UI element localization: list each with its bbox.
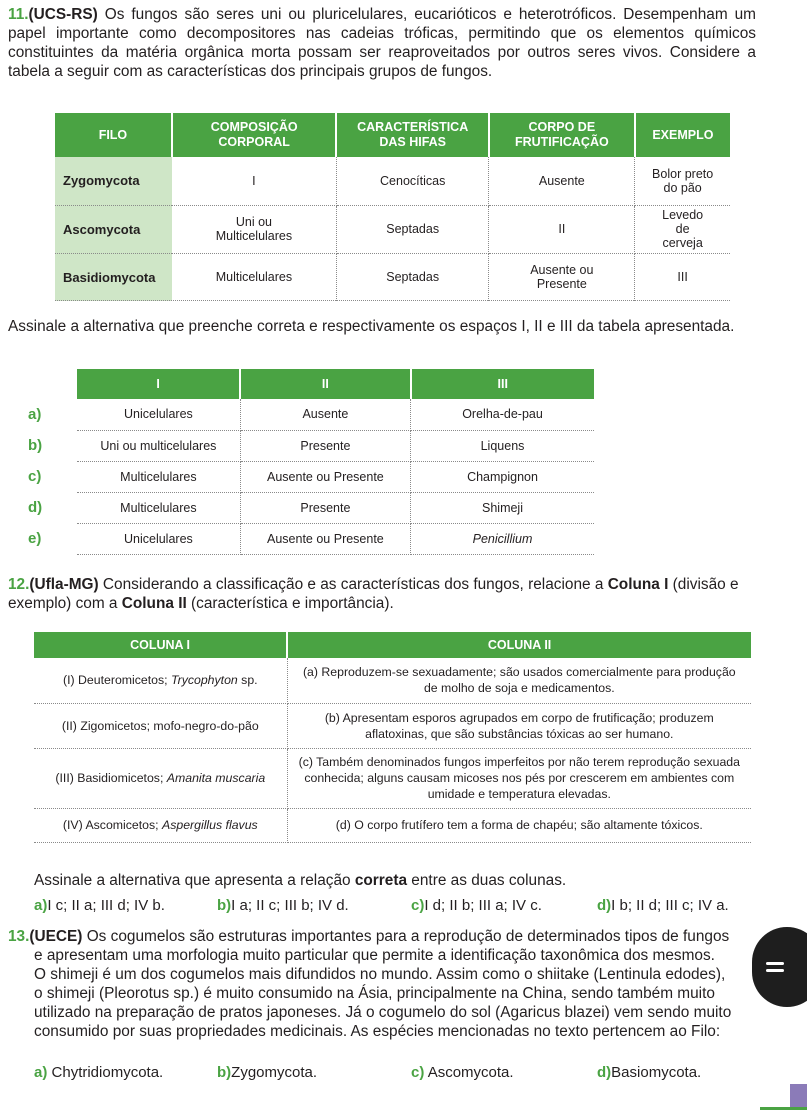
- table-row: [34, 703, 751, 748]
- table-row[interactable]: [77, 492, 594, 523]
- table-cell: Ascomycota: [55, 205, 172, 253]
- alternative-text: Basiomycota.: [611, 1064, 702, 1081]
- q13-line: o shimeji (Pleorotus sp.) é muito consumido na Ásia, principalmente na China, sendo também muito: [34, 985, 715, 1002]
- table-cell: Ausente ou Presente: [240, 461, 410, 492]
- cell-text: (IV) Ascomicetos;: [62, 818, 162, 832]
- q12-bold-coluna-i: Coluna I: [607, 576, 669, 593]
- alternative-b[interactable]: [217, 1064, 317, 1081]
- table-row: [34, 658, 751, 703]
- table-cell: Cenocíticas: [336, 157, 488, 205]
- alternative-b[interactable]: [217, 897, 349, 914]
- alternative-text: I b; II d; III c; IV a.: [611, 897, 729, 914]
- q12-alternatives: [0, 897, 807, 917]
- q11-header-composicao: COMPOSIÇÃO CORPORAL: [172, 113, 337, 157]
- alternative-letter: d): [597, 1064, 612, 1081]
- table-cell: [34, 658, 287, 703]
- table-row[interactable]: [77, 523, 594, 554]
- table-cell: Champignon: [411, 461, 594, 492]
- q12-source: (Ufla-MG): [29, 576, 99, 593]
- table-cell: Penicillium: [411, 523, 594, 554]
- table-cell: Orelha-de-pau: [411, 399, 594, 430]
- alternative-letter: c): [411, 1064, 425, 1081]
- table-cell: Bolor preto do pão: [635, 157, 730, 205]
- table-cell: [34, 703, 287, 748]
- table-cell: Ausente: [489, 157, 635, 205]
- table-cell: (b) Apresentam esporos agrupados em corpo de frutificação; produzem aflatoxinas, que são substâncias tóxicas ao ser humano.: [287, 703, 751, 748]
- q12-bold-coluna-ii: Coluna II: [121, 595, 187, 612]
- table-cell: (a) Reproduzem-se sexuadamente; são usados comercialmente para produção de molho de soja e medicamentos.: [287, 658, 751, 703]
- table-cell: Multicelulares: [172, 253, 337, 301]
- table-cell: Septadas: [336, 205, 488, 253]
- alternative-text: Zygomycota.: [231, 1064, 318, 1081]
- alternative-text: I c; II a; III d; IV b.: [47, 897, 165, 914]
- table-cell: Unicelulares: [77, 399, 240, 430]
- table-cell: Septadas: [336, 253, 488, 301]
- alternative-a[interactable]: [34, 897, 165, 914]
- q13-number: 13.: [8, 928, 30, 945]
- alternative-letter: c): [411, 897, 425, 914]
- q13-line: utilizado na preparação de pratos japoneses. Já o cogumelo do sol (Agaricus blazei) vem sendo muito: [34, 1004, 732, 1021]
- q13-line: consumido por suas propriedades medicinais. As espécies mencionadas no texto pertencem ao Filo:: [34, 1023, 721, 1040]
- q11-answer-table: [77, 369, 594, 555]
- alternative-a[interactable]: [34, 1064, 163, 1081]
- side-menu-button[interactable]: [752, 927, 807, 1007]
- alternative-d[interactable]: [597, 897, 729, 914]
- q12-columns-table: [34, 632, 751, 843]
- cell-text: sp.: [237, 673, 258, 688]
- table-cell: Liquens: [411, 430, 594, 461]
- q13-alternatives: [0, 1064, 807, 1084]
- q11-header-frutificacao: CORPO DE FRUTIFICAÇÃO: [489, 113, 635, 157]
- q13-statement: [8, 927, 798, 1041]
- table-cell: Levedo de cerveja: [635, 205, 730, 253]
- alternative-c[interactable]: [411, 1064, 514, 1081]
- alternative-letter: d): [597, 897, 612, 914]
- table-cell: [34, 808, 287, 842]
- cell-text: (III) Basidiomicetos;: [55, 771, 167, 785]
- q12-prompt-text: Assinale a alternativa que apresenta a relação: [34, 872, 355, 889]
- table-cell: Presente: [240, 430, 410, 461]
- table-row: [55, 253, 730, 301]
- alternative-letter[interactable]: a): [28, 406, 42, 423]
- alternative-text: Ascomycota.: [427, 1064, 514, 1081]
- table-cell: [34, 748, 287, 808]
- q11-text: Os fungos são seres uni ou pluricelulares, eucarióticos e heterotróficos. Desempenham um papel importante como decompositores nas cadeias tróficas, permitindo que os elementos químicos constituintes da matéria orgânica morta possam ser reaproveitados por outros seres vivos. Considere a tabela a seguir com as características dos principais grupos de fungos.: [8, 6, 756, 80]
- q12-number: 12.: [8, 576, 30, 593]
- alternative-text: I d; II b; III a; IV c.: [424, 897, 542, 914]
- q12-text: (característica e importância).: [186, 595, 394, 612]
- q13-source: (UECE): [29, 928, 83, 945]
- q13-line: O shimeji é um dos cogumelos mais difundidos no mundo. Assim como o shiitake (Lentinula edodes),: [34, 966, 726, 983]
- alternative-letter[interactable]: c): [28, 468, 42, 485]
- cell-text: (I) Deuteromicetos;: [63, 673, 171, 688]
- q11-alternative-letters: [28, 399, 42, 554]
- q12-text: Considerando a classificação e as características dos fungos, relacione a: [98, 576, 608, 593]
- alternative-c[interactable]: [411, 897, 542, 914]
- answer-header-i: I: [77, 369, 240, 399]
- table-cell: Shimeji: [411, 492, 594, 523]
- table-cell: Zygomycota: [55, 157, 172, 205]
- q12-prompt-text: entre as duas colunas.: [407, 872, 567, 889]
- table-cell: Presente: [240, 492, 410, 523]
- alternative-letter[interactable]: d): [28, 499, 43, 516]
- table-row: [55, 205, 730, 253]
- q11-prompt: Assinale a alternativa que preenche correta e respectivamente os espaços I, II e III da tabela apresentada.: [8, 318, 735, 335]
- alternative-letter: a): [34, 897, 48, 914]
- q11-source: (UCS-RS): [28, 6, 98, 23]
- alternative-text: I a; II c; III b; IV d.: [231, 897, 349, 914]
- table-cell: Unicelulares: [77, 523, 240, 554]
- q12-prompt-bold: correta: [354, 872, 408, 889]
- q12-statement: [8, 575, 756, 613]
- table-row: [34, 748, 751, 808]
- alternative-letter: b): [217, 1064, 232, 1081]
- alternative-letter[interactable]: b): [28, 437, 43, 454]
- table-cell: (d) O corpo frutífero tem a forma de chapéu; são altamente tóxicos.: [287, 808, 751, 842]
- q12-text: (divisão e exemplo) com a: [8, 576, 739, 612]
- q11-number: 11.: [8, 6, 29, 23]
- coluna-i-header: COLUNA I: [34, 632, 287, 658]
- table-cell: III: [677, 270, 688, 285]
- q11-header-hifas: CARACTERÍSTICA DAS HIFAS: [336, 113, 488, 157]
- alternative-letter: b): [217, 897, 232, 914]
- table-cell: Ausente ou Presente: [489, 253, 635, 301]
- cell-text: (II) Zigomicetos; mofo-negro-do-pão: [61, 718, 259, 733]
- q13-line: Os cogumelos são estruturas importantes para a reprodução de determinados tipos de fungos: [82, 928, 730, 945]
- alternative-letter[interactable]: e): [28, 530, 42, 547]
- alternative-letter: a): [34, 1064, 48, 1081]
- table-cell: Multicelulares: [77, 492, 240, 523]
- table-row[interactable]: [77, 461, 594, 492]
- table-cell: Basidiomycota: [55, 253, 172, 301]
- table-cell: Ausente: [240, 399, 410, 430]
- table-row[interactable]: [77, 430, 594, 461]
- q11-fungi-table: [55, 113, 730, 301]
- alternative-d[interactable]: [597, 1064, 701, 1081]
- table-cell: Uni ou multicelulares: [77, 430, 240, 461]
- answer-header-ii: II: [240, 369, 410, 399]
- q11-header-filo: FILO: [55, 113, 172, 157]
- answer-header-iii: III: [411, 369, 594, 399]
- table-row: [34, 808, 751, 842]
- table-cell: Multicelulares: [77, 461, 240, 492]
- table-row: [55, 157, 730, 205]
- coluna-ii-header: COLUNA II: [287, 632, 751, 658]
- table-row[interactable]: [77, 399, 594, 430]
- cell-italic: Aspergillus flavus: [162, 818, 258, 832]
- q11-statement: [8, 5, 756, 81]
- divider: [55, 300, 730, 301]
- cell-italic: Trycophyton: [171, 673, 238, 688]
- table-cell: I: [172, 157, 337, 205]
- table-cell: Uni ou Multicelulares: [172, 205, 337, 253]
- table-cell: (c) Também denominados fungos imperfeitos por não terem reprodução sexuada conhecida; alguns causam micoses nos pés por crescerem em ambientes com umidade e temperatura elevadas.: [287, 748, 751, 808]
- alternative-text: Chytridiomycota.: [51, 1064, 164, 1081]
- q13-line: e apresentam uma morfologia muito particular que permite a identificação taxonômica dos mesmos.: [34, 947, 715, 964]
- q11-header-exemplo: EXEMPLO: [635, 113, 730, 157]
- table-cell: Ausente ou Presente: [240, 523, 410, 554]
- table-cell: II: [489, 205, 635, 253]
- q12-prompt: [34, 871, 754, 890]
- cell-italic: Amanita muscaria: [166, 771, 266, 785]
